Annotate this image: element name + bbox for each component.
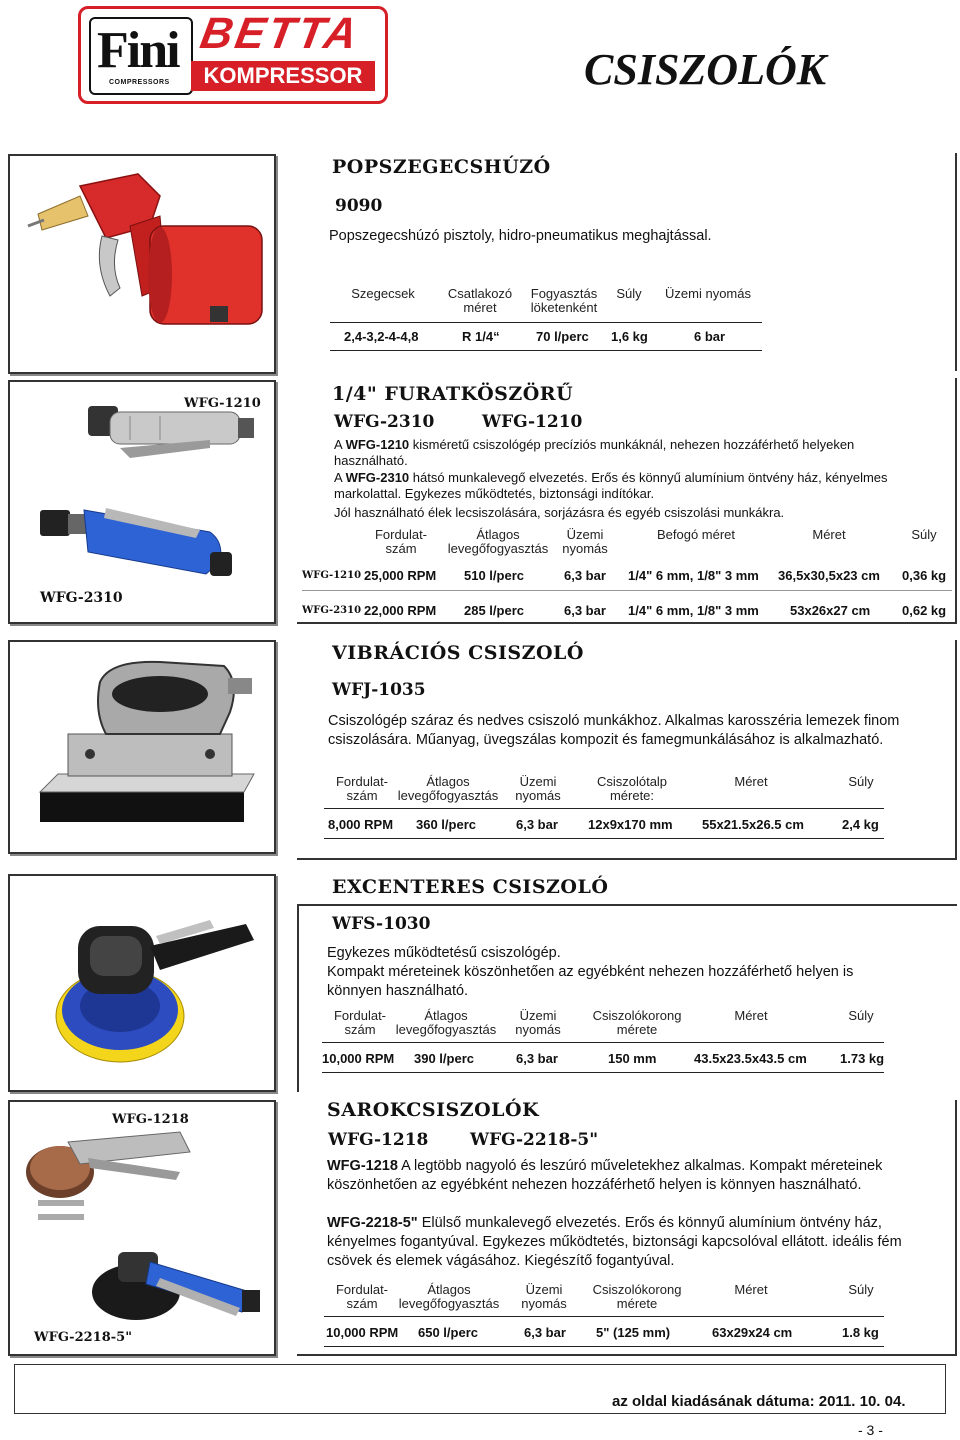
- table-cell: 6,3 bar: [564, 603, 606, 618]
- table-cell: 1/4" 6 mm, 1/8" 3 mm: [628, 603, 759, 618]
- logo-kompressor: [191, 61, 375, 91]
- inline-model: WFG-2218-5": [327, 1215, 418, 1231]
- table-cell: 12x9x170 mm: [588, 817, 673, 832]
- table-cell: 510 l/perc: [464, 568, 524, 583]
- table-divider: [322, 1072, 884, 1073]
- text-prefix: A: [334, 470, 346, 485]
- table-cell: 63x29x24 cm: [712, 1325, 793, 1340]
- table-cell: 55x21.5x26.5 cm: [702, 817, 804, 832]
- table-header-cell: Méret: [734, 1282, 768, 1297]
- table-cell: 150 mm: [608, 1051, 657, 1066]
- table-header-cell: Átlagos levegőfogyasztás: [398, 1282, 500, 1311]
- table-cell: 25,000 RPM: [364, 568, 437, 583]
- table-cell: 650 l/perc: [418, 1325, 478, 1340]
- table-cell: 1.73 kg: [840, 1051, 885, 1066]
- section-title-random-orbit-sander: EXCENTERES CSISZOLÓ: [332, 876, 609, 898]
- model-9090: 9090: [335, 196, 383, 216]
- logo-kompressor-text: KOMPRESSOR: [203, 63, 363, 88]
- rivet-gun-image: [10, 156, 274, 372]
- die-grinder-text-2: [334, 470, 904, 502]
- model-wfj-1035: WFJ-1035: [332, 680, 426, 700]
- logo-fini: Fini: [97, 22, 179, 79]
- table-header-cell: Méret: [734, 774, 768, 789]
- table-divider: [302, 590, 952, 591]
- table-header-cell: Méret: [734, 1008, 768, 1023]
- table-cell: 6 bar: [694, 329, 726, 344]
- table-cell: 0,36 kg: [902, 568, 947, 583]
- table-header-cell: Csatlakozó méret: [447, 286, 513, 315]
- image-label-wfg-1218: WFG-1218: [112, 1112, 189, 1127]
- orbital-sander-image: [10, 642, 274, 852]
- table-cell: 70 l/perc: [536, 329, 589, 344]
- table-header-cell: Fordulat- szám: [374, 527, 428, 556]
- image-frame-random-orbit-sander: [8, 874, 276, 1092]
- row-model: WFG-1210: [302, 570, 362, 581]
- angle-grinder-text-1: [327, 1157, 937, 1195]
- table-header-cell: Súly: [848, 774, 874, 789]
- publication-date: az oldal kiadásának dátuma: 2011. 10. 04.: [612, 1393, 906, 1410]
- image-frame-orbital-sander: [8, 640, 276, 854]
- table-cell: 6,3 bar: [564, 568, 606, 583]
- table-header-cell: Üzemi nyomás: [515, 774, 561, 803]
- table-row: [302, 568, 952, 586]
- text-body: Elülső munkalevegő elvezetés. Erős és könnyű alumínium öntvény ház, kényelmes fogantyúval. Egykezes működtetés, biztonsági kapcsolóval ellátott. ideális fém csövek és elemek vágásához. Kiegészítő fogantyúval.: [327, 1215, 902, 1269]
- model-wfg-2310: WFG-2310: [334, 412, 435, 432]
- section-title-die-grinders: 1/4" FURATKÖSZÖRŰ: [332, 383, 574, 405]
- table-header-cell: Csiszolótalp mérete:: [596, 774, 668, 803]
- table-cell: 285 l/perc: [464, 603, 524, 618]
- table-header-cell: Üzemi nyomás: [521, 1282, 567, 1311]
- angle-grinder-text-2: [327, 1214, 937, 1271]
- image-frame-die-grinders: [8, 380, 276, 624]
- table-cell: 36,5x30,5x23 cm: [778, 568, 880, 583]
- inline-model: WFG-1218: [327, 1158, 398, 1174]
- table-cell: R 1/4“: [462, 329, 500, 344]
- table-header-cell: Csiszolókorong mérete: [592, 1282, 682, 1311]
- table-cell: 1,6 kg: [611, 329, 648, 344]
- table-cell: 22,000 RPM: [364, 603, 437, 618]
- inline-model: WFG-2310: [345, 470, 410, 485]
- text-body: hátsó munkalevegő elvezetés. Erős és könnyű alumínium öntvény ház, kényelmes markolattal. Egykezes működtetés, biztonsági indítókar.: [334, 470, 888, 501]
- table-divider: [324, 1316, 884, 1317]
- die-grinder-text-3: Jól használható élek lecsiszolására, sorjázásra és egyéb csiszolási munkákra.: [334, 505, 785, 520]
- orbital-sander-description: Csiszológép száraz és nedves csiszoló munkákhoz. Alkalmas karosszéria lemezek finom csiszolására. Műanyag, üvegszálas kompozit és famegmunkálásához is alkalmazható.: [328, 713, 900, 748]
- table-divider: [324, 1346, 884, 1347]
- text-body: kisméretű csiszológép precíziós munkáknál, nehezen hozzáférhető helyeken használható.: [334, 437, 855, 468]
- table-cell: 53x26x27 cm: [790, 603, 871, 618]
- die-grinders-image: [10, 382, 274, 622]
- table-row: [302, 603, 952, 621]
- logo-compressors: COMPRESSORS: [109, 79, 170, 86]
- table-header-cell: Fordulat- szám: [333, 1008, 387, 1037]
- image-frame-angle-grinders: [8, 1100, 276, 1356]
- angle-grinders-image: [10, 1102, 274, 1354]
- model-wfg-2218-5: WFG-2218-5": [470, 1130, 599, 1150]
- table-cell: 10,000 RPM: [322, 1051, 395, 1066]
- table-cell: 10,000 RPM: [326, 1325, 399, 1340]
- logo-betta: BETTA: [196, 9, 364, 58]
- table-divider: [324, 838, 884, 839]
- table-cell: 1/4" 6 mm, 1/8" 3 mm: [628, 568, 759, 583]
- table-header-cell: Átlagos levegőfogyasztás: [395, 1008, 497, 1037]
- table-cell: 0,62 kg: [902, 603, 947, 618]
- table-header-cell: Befogó méret: [656, 527, 736, 542]
- model-wfs-1030: WFS-1030: [332, 914, 431, 934]
- table-cell: 6,3 bar: [524, 1325, 566, 1340]
- table-cell: 360 l/perc: [416, 817, 476, 832]
- table-cell: 2,4 kg: [842, 817, 879, 832]
- table-header-cell: Súly: [848, 1282, 874, 1297]
- model-wfg-1218: WFG-1218: [328, 1130, 429, 1150]
- page-title: CSISZOLÓK: [584, 45, 827, 94]
- table-cell: 5" (125 mm): [596, 1325, 671, 1340]
- table-cell: 390 l/perc: [414, 1051, 474, 1066]
- table-cell: 43.5x23.5x43.5 cm: [694, 1051, 807, 1066]
- table-divider: [330, 350, 762, 351]
- table-divider: [322, 1042, 884, 1043]
- page-number: - 3 -: [858, 1422, 883, 1438]
- die-grinder-text-1: [334, 437, 904, 469]
- section-title-angle-grinders: SAROKCSISZOLÓK: [327, 1099, 540, 1121]
- table-header-cell: Fordulat- szám: [335, 1282, 389, 1311]
- section-title-rivet-gun: POPSZEGECSHÚZÓ: [332, 156, 551, 178]
- table-header-cell: Átlagos levegőfogyasztás: [447, 527, 549, 556]
- image-frame-rivet-gun: [8, 154, 276, 374]
- table-cell: 2,4-3,2-4-4,8: [344, 329, 419, 344]
- inline-model: WFG-1210: [345, 437, 410, 452]
- table-cell: 6,3 bar: [516, 1051, 558, 1066]
- table-header-cell: Súly: [616, 286, 642, 301]
- table-header-cell: Fordulat- szám: [335, 774, 389, 803]
- table-header-cell: Üzemi nyomás: [562, 527, 608, 556]
- brand-logo: [78, 6, 388, 104]
- image-label-wfg-2218-5: WFG-2218-5": [34, 1330, 132, 1345]
- table-header-cell: Csiszolókorong mérete: [592, 1008, 682, 1037]
- table-header-cell: Üzemi nyomás: [665, 286, 751, 301]
- random-orbit-sander-description: Egykezes működtetésű csiszológép. Kompakt méreteinek köszönhetően az egyébként nehezen hozzáférhető helyen is könnyen használható.: [327, 945, 854, 999]
- text-prefix: A: [334, 437, 346, 452]
- row-model: WFG-2310: [302, 605, 362, 616]
- table-header-cell: Üzemi nyomás: [515, 1008, 561, 1037]
- image-label-wfg-2310: WFG-2310: [40, 590, 123, 606]
- rivet-gun-description: Popszegecshúzó pisztoly, hidro-pneumatikus meghajtással.: [329, 228, 712, 244]
- random-orbit-sander-image: [10, 876, 274, 1090]
- table-header-cell: Méret: [812, 527, 846, 542]
- logo-fini-box: [89, 17, 193, 95]
- table-header-cell: Súly: [911, 527, 937, 542]
- table-header-cell: Fogyasztás löketenként: [530, 286, 598, 315]
- table-cell: 1.8 kg: [842, 1325, 879, 1340]
- table-header-cell: Átlagos levegőfogyasztás: [397, 774, 499, 803]
- table-header-cell: Súly: [848, 1008, 874, 1023]
- model-wfg-1210: WFG-1210: [482, 412, 583, 432]
- table-divider: [324, 808, 884, 809]
- table-cell: 6,3 bar: [516, 817, 558, 832]
- text-body: A legtöbb nagyoló és leszúró műveletekhez alkalmas. Kompakt méreteinek köszönhetően az egyébként nehezen hozzáférhető helyen is könnyen használható.: [327, 1158, 883, 1193]
- image-label-wfg-1210: WFG-1210: [184, 396, 261, 411]
- table-cell: 8,000 RPM: [328, 817, 394, 832]
- table-header-cell: Szegecsek: [351, 286, 415, 301]
- section-title-orbital-sander: VIBRÁCIÓS CSISZOLÓ: [332, 642, 584, 664]
- table-divider: [330, 322, 762, 323]
